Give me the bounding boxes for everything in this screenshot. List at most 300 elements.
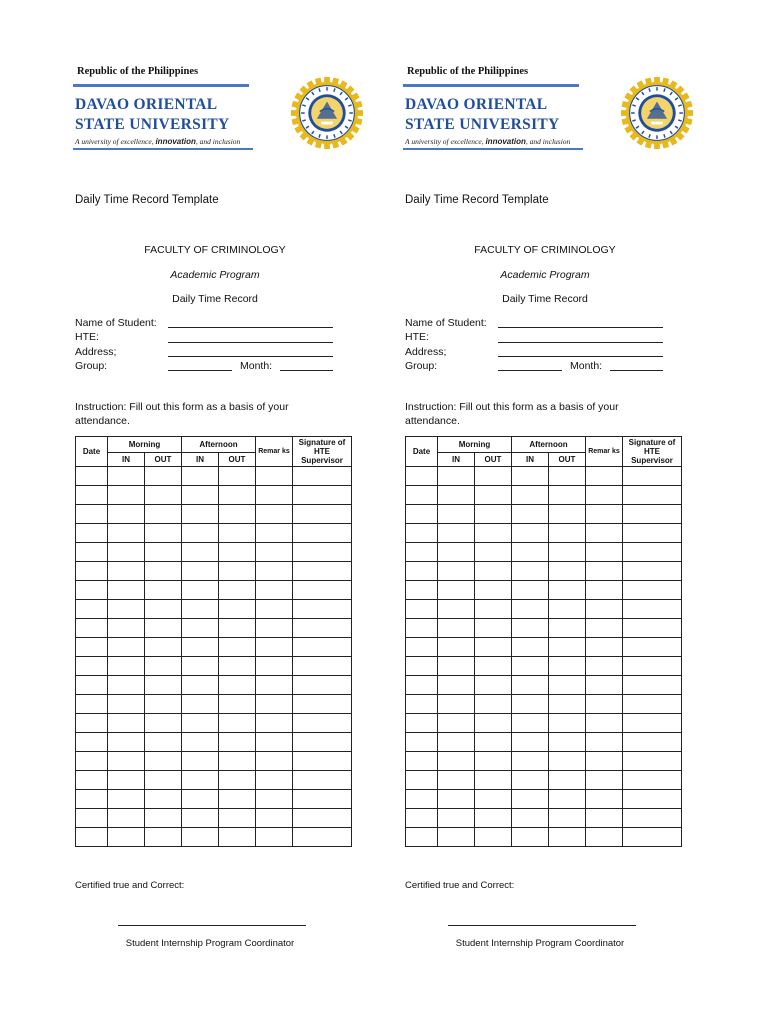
table-cell[interactable]: [108, 619, 145, 638]
table-cell[interactable]: [256, 505, 293, 524]
table-cell[interactable]: [256, 809, 293, 828]
address-field[interactable]: [498, 356, 663, 357]
table-cell[interactable]: [512, 467, 549, 486]
table-cell[interactable]: [438, 600, 475, 619]
table-cell[interactable]: [586, 695, 623, 714]
table-cell[interactable]: [76, 695, 108, 714]
table-cell[interactable]: [623, 809, 682, 828]
table-cell[interactable]: [512, 638, 549, 657]
table-cell[interactable]: [438, 733, 475, 752]
table-cell[interactable]: [512, 524, 549, 543]
table-cell[interactable]: [549, 790, 586, 809]
table-cell[interactable]: [256, 562, 293, 581]
table-cell[interactable]: [438, 752, 475, 771]
table-cell[interactable]: [219, 619, 256, 638]
table-cell[interactable]: [76, 505, 108, 524]
table-cell[interactable]: [475, 486, 512, 505]
table-cell[interactable]: [549, 657, 586, 676]
table-cell[interactable]: [475, 600, 512, 619]
table-cell[interactable]: [623, 524, 682, 543]
table-cell[interactable]: [76, 752, 108, 771]
table-cell[interactable]: [108, 505, 145, 524]
table-cell[interactable]: [76, 562, 108, 581]
table-cell[interactable]: [182, 467, 219, 486]
university-name-line1: DAVAO ORIENTAL: [75, 96, 218, 113]
table-cell[interactable]: [182, 543, 219, 562]
table-cell[interactable]: [182, 524, 219, 543]
table-cell[interactable]: [145, 524, 182, 543]
table-cell[interactable]: [406, 638, 438, 657]
table-cell[interactable]: [145, 543, 182, 562]
table-cell[interactable]: [108, 695, 145, 714]
table-cell[interactable]: [586, 752, 623, 771]
table-cell[interactable]: [256, 581, 293, 600]
name-field[interactable]: [498, 327, 663, 328]
table-cell[interactable]: [145, 790, 182, 809]
table-cell[interactable]: [182, 828, 219, 847]
table-cell[interactable]: [182, 733, 219, 752]
table-cell[interactable]: [512, 619, 549, 638]
table-cell[interactable]: [182, 657, 219, 676]
col-date-header: Date: [76, 437, 108, 467]
table-cell[interactable]: [549, 771, 586, 790]
table-cell[interactable]: [438, 486, 475, 505]
address-field[interactable]: [168, 356, 333, 357]
month-label: Month:: [570, 360, 603, 372]
table-cell[interactable]: [406, 771, 438, 790]
hte-field[interactable]: [168, 342, 333, 343]
table-cell[interactable]: [108, 543, 145, 562]
table-cell[interactable]: [76, 467, 108, 486]
table-cell[interactable]: [108, 752, 145, 771]
table-cell[interactable]: [108, 524, 145, 543]
table-cell[interactable]: [145, 676, 182, 695]
table-row: [76, 752, 352, 771]
afternoon-out-header: OUT: [219, 453, 256, 467]
table-cell[interactable]: [108, 733, 145, 752]
table-cell[interactable]: [549, 524, 586, 543]
table-cell[interactable]: [623, 543, 682, 562]
table-cell[interactable]: [182, 581, 219, 600]
table-cell[interactable]: [549, 467, 586, 486]
table-cell[interactable]: [182, 638, 219, 657]
table-cell[interactable]: [76, 809, 108, 828]
table-cell[interactable]: [475, 809, 512, 828]
table-cell[interactable]: [512, 752, 549, 771]
table-cell[interactable]: [512, 733, 549, 752]
table-cell[interactable]: [549, 695, 586, 714]
table-cell[interactable]: [438, 790, 475, 809]
table-cell[interactable]: [406, 714, 438, 733]
table-cell[interactable]: [145, 562, 182, 581]
table-cell[interactable]: [182, 619, 219, 638]
table-cell[interactable]: [475, 581, 512, 600]
table-cell[interactable]: [512, 695, 549, 714]
table-cell[interactable]: [145, 771, 182, 790]
table-cell[interactable]: [586, 562, 623, 581]
table-cell[interactable]: [586, 638, 623, 657]
table-cell[interactable]: [76, 676, 108, 695]
table-cell[interactable]: [586, 790, 623, 809]
table-cell[interactable]: [623, 505, 682, 524]
table-cell[interactable]: [438, 828, 475, 847]
table-cell[interactable]: [76, 657, 108, 676]
table-cell[interactable]: [108, 600, 145, 619]
table-cell[interactable]: [108, 638, 145, 657]
table-row: [76, 562, 352, 581]
table-cell[interactable]: [623, 790, 682, 809]
table-cell[interactable]: [475, 771, 512, 790]
table-cell[interactable]: [76, 828, 108, 847]
table-cell[interactable]: [623, 619, 682, 638]
table-cell[interactable]: [406, 581, 438, 600]
table-cell[interactable]: [145, 619, 182, 638]
table-cell[interactable]: [438, 657, 475, 676]
table-cell[interactable]: [549, 486, 586, 505]
table-row: [76, 505, 352, 524]
table-cell[interactable]: [76, 486, 108, 505]
table-cell[interactable]: [586, 657, 623, 676]
table-cell[interactable]: [256, 695, 293, 714]
table-row: [76, 638, 352, 657]
table-cell[interactable]: [219, 505, 256, 524]
table-cell[interactable]: [256, 752, 293, 771]
table-cell[interactable]: [512, 714, 549, 733]
table-cell[interactable]: [256, 543, 293, 562]
table-cell[interactable]: [475, 714, 512, 733]
table-cell[interactable]: [623, 676, 682, 695]
table-cell[interactable]: [256, 676, 293, 695]
table-cell[interactable]: [512, 581, 549, 600]
table-cell[interactable]: [475, 619, 512, 638]
table-cell[interactable]: [475, 828, 512, 847]
table-cell[interactable]: [406, 600, 438, 619]
table-cell[interactable]: [406, 828, 438, 847]
table-cell[interactable]: [438, 543, 475, 562]
table-cell[interactable]: [586, 828, 623, 847]
table-cell[interactable]: [623, 695, 682, 714]
table-cell[interactable]: [406, 543, 438, 562]
table-cell[interactable]: [586, 676, 623, 695]
table-cell[interactable]: [145, 809, 182, 828]
table-cell[interactable]: [586, 714, 623, 733]
table-cell[interactable]: [145, 638, 182, 657]
coordinator-signature-line[interactable]: [118, 925, 306, 926]
table-cell[interactable]: [108, 714, 145, 733]
table-cell[interactable]: [108, 828, 145, 847]
table-cell[interactable]: [623, 828, 682, 847]
hte-field[interactable]: [498, 342, 663, 343]
table-cell[interactable]: [76, 543, 108, 562]
table-cell[interactable]: [549, 543, 586, 562]
table-cell[interactable]: [108, 676, 145, 695]
table-cell[interactable]: [438, 467, 475, 486]
table-cell[interactable]: [76, 581, 108, 600]
table-cell[interactable]: [475, 505, 512, 524]
table-cell[interactable]: [108, 581, 145, 600]
table-cell[interactable]: [512, 657, 549, 676]
table-row: [76, 524, 352, 543]
table-cell[interactable]: [145, 467, 182, 486]
table-cell[interactable]: [438, 809, 475, 828]
table-cell[interactable]: [219, 828, 256, 847]
table-cell[interactable]: [406, 486, 438, 505]
table-cell[interactable]: [145, 486, 182, 505]
table-cell[interactable]: [623, 600, 682, 619]
table-cell[interactable]: [182, 771, 219, 790]
table-cell[interactable]: [475, 790, 512, 809]
table-cell[interactable]: [475, 752, 512, 771]
table-cell[interactable]: [76, 524, 108, 543]
table-cell[interactable]: [219, 638, 256, 657]
coordinator-signature-line[interactable]: [448, 925, 636, 926]
table-row: [406, 562, 682, 581]
table-cell[interactable]: [586, 733, 623, 752]
table-cell[interactable]: [438, 714, 475, 733]
table-cell[interactable]: [406, 524, 438, 543]
table-cell[interactable]: [219, 771, 256, 790]
table-cell[interactable]: [219, 733, 256, 752]
table-cell[interactable]: [438, 505, 475, 524]
table-cell[interactable]: [438, 638, 475, 657]
table-cell[interactable]: [108, 562, 145, 581]
table-cell[interactable]: [623, 467, 682, 486]
table-cell[interactable]: [219, 752, 256, 771]
table-cell[interactable]: [549, 676, 586, 695]
month-field[interactable]: [610, 370, 663, 371]
table-cell[interactable]: [475, 733, 512, 752]
month-field[interactable]: [280, 370, 333, 371]
table-cell[interactable]: [549, 638, 586, 657]
table-cell[interactable]: [623, 581, 682, 600]
table-cell[interactable]: [406, 562, 438, 581]
table-cell[interactable]: [182, 809, 219, 828]
table-cell[interactable]: [145, 714, 182, 733]
table-cell[interactable]: [512, 505, 549, 524]
table-cell[interactable]: [549, 714, 586, 733]
table-cell[interactable]: [586, 809, 623, 828]
table-cell[interactable]: [406, 752, 438, 771]
table-cell[interactable]: [586, 467, 623, 486]
table-cell[interactable]: [256, 733, 293, 752]
table-row: [406, 600, 682, 619]
table-cell[interactable]: [623, 657, 682, 676]
table-cell[interactable]: [145, 657, 182, 676]
name-field[interactable]: [168, 327, 333, 328]
table-cell[interactable]: [256, 828, 293, 847]
table-cell[interactable]: [219, 695, 256, 714]
table-cell[interactable]: [256, 619, 293, 638]
table-cell[interactable]: [256, 714, 293, 733]
table-cell[interactable]: [145, 600, 182, 619]
col-morning-header: Morning: [438, 437, 512, 453]
table-cell[interactable]: [76, 638, 108, 657]
table-cell[interactable]: [438, 771, 475, 790]
table-cell[interactable]: [406, 467, 438, 486]
table-cell[interactable]: [549, 828, 586, 847]
table-cell[interactable]: [586, 486, 623, 505]
table-cell[interactable]: [182, 752, 219, 771]
table-cell[interactable]: [219, 600, 256, 619]
table-cell[interactable]: [219, 524, 256, 543]
table-cell[interactable]: [219, 676, 256, 695]
table-cell[interactable]: [256, 486, 293, 505]
table-cell[interactable]: [219, 562, 256, 581]
table-cell[interactable]: [475, 467, 512, 486]
table-cell[interactable]: [549, 562, 586, 581]
table-cell[interactable]: [623, 752, 682, 771]
table-cell[interactable]: [256, 524, 293, 543]
table-cell[interactable]: [549, 581, 586, 600]
table-cell[interactable]: [549, 809, 586, 828]
table-cell[interactable]: [406, 790, 438, 809]
table-cell[interactable]: [256, 790, 293, 809]
table-row: [406, 733, 682, 752]
table-cell[interactable]: [219, 543, 256, 562]
table-cell[interactable]: [438, 619, 475, 638]
table-cell[interactable]: [586, 600, 623, 619]
table-cell[interactable]: [108, 657, 145, 676]
table-cell[interactable]: [219, 467, 256, 486]
table-cell[interactable]: [256, 771, 293, 790]
table-cell[interactable]: [475, 695, 512, 714]
group-field[interactable]: [498, 370, 562, 371]
table-cell[interactable]: [108, 790, 145, 809]
table-cell[interactable]: [623, 562, 682, 581]
certified-label: Certified true and Correct:: [405, 880, 515, 891]
table-cell[interactable]: [145, 505, 182, 524]
table-row: [76, 581, 352, 600]
table-cell[interactable]: [475, 638, 512, 657]
table-cell[interactable]: [406, 695, 438, 714]
tagline-post: , and inclusion: [525, 137, 571, 146]
table-cell[interactable]: [512, 543, 549, 562]
table-cell[interactable]: [182, 486, 219, 505]
table-cell[interactable]: [145, 752, 182, 771]
table-cell[interactable]: [475, 524, 512, 543]
table-cell[interactable]: [512, 600, 549, 619]
col-morning-header: Morning: [108, 437, 182, 453]
table-cell[interactable]: [256, 467, 293, 486]
table-cell[interactable]: [219, 790, 256, 809]
table-cell[interactable]: [406, 657, 438, 676]
table-cell[interactable]: [475, 543, 512, 562]
table-cell[interactable]: [475, 676, 512, 695]
table-cell[interactable]: [475, 657, 512, 676]
table-cell[interactable]: [512, 562, 549, 581]
table-row: [406, 676, 682, 695]
table-cell[interactable]: [108, 771, 145, 790]
table-cell[interactable]: [76, 600, 108, 619]
table-cell[interactable]: [512, 771, 549, 790]
table-cell[interactable]: [406, 505, 438, 524]
table-cell[interactable]: [108, 486, 145, 505]
table-row: [406, 695, 682, 714]
table-cell[interactable]: [438, 695, 475, 714]
table-cell[interactable]: [406, 733, 438, 752]
table-cell[interactable]: [586, 524, 623, 543]
table-cell[interactable]: [623, 714, 682, 733]
university-name-line2: STATE UNIVERSITY: [75, 116, 230, 133]
table-cell[interactable]: [145, 733, 182, 752]
group-label: Group:: [75, 360, 108, 372]
table-cell[interactable]: [219, 657, 256, 676]
morning-in-header: IN: [438, 453, 475, 467]
table-cell[interactable]: [623, 771, 682, 790]
table-cell[interactable]: [623, 486, 682, 505]
table-cell[interactable]: [219, 809, 256, 828]
table-cell[interactable]: [219, 714, 256, 733]
table-cell[interactable]: [145, 581, 182, 600]
table-cell[interactable]: [182, 714, 219, 733]
table-cell[interactable]: [406, 619, 438, 638]
table-cell[interactable]: [406, 809, 438, 828]
table-cell[interactable]: [182, 600, 219, 619]
table-cell[interactable]: [76, 733, 108, 752]
table-cell[interactable]: [76, 790, 108, 809]
table-cell[interactable]: [549, 600, 586, 619]
table-cell[interactable]: [586, 771, 623, 790]
table-cell[interactable]: [438, 676, 475, 695]
table-cell[interactable]: [512, 486, 549, 505]
table-cell[interactable]: [512, 790, 549, 809]
table-cell[interactable]: [76, 619, 108, 638]
table-cell[interactable]: [549, 619, 586, 638]
morning-in-header: IN: [108, 453, 145, 467]
table-cell[interactable]: [549, 752, 586, 771]
table-cell[interactable]: [219, 581, 256, 600]
table-cell[interactable]: [256, 600, 293, 619]
table-cell[interactable]: [182, 695, 219, 714]
table-cell[interactable]: [512, 676, 549, 695]
table-cell[interactable]: [586, 543, 623, 562]
table-cell[interactable]: [549, 505, 586, 524]
table-cell[interactable]: [406, 676, 438, 695]
table-cell[interactable]: [182, 562, 219, 581]
tagline-pre: A university of excellence,: [75, 137, 154, 146]
table-cell[interactable]: [586, 619, 623, 638]
table-cell[interactable]: [586, 505, 623, 524]
table-cell[interactable]: [256, 657, 293, 676]
table-cell[interactable]: [512, 809, 549, 828]
header-rule-top: [403, 84, 579, 87]
table-cell[interactable]: [145, 695, 182, 714]
tagline-pre: A university of excellence,: [405, 137, 484, 146]
table-cell[interactable]: [623, 733, 682, 752]
table-cell[interactable]: [219, 486, 256, 505]
table-cell[interactable]: [108, 467, 145, 486]
dtr-table-body: [76, 467, 352, 847]
table-cell[interactable]: [512, 828, 549, 847]
table-cell[interactable]: [108, 809, 145, 828]
table-cell[interactable]: [76, 771, 108, 790]
table-cell[interactable]: [438, 581, 475, 600]
table-cell[interactable]: [256, 638, 293, 657]
table-cell[interactable]: [438, 524, 475, 543]
table-cell[interactable]: [182, 676, 219, 695]
table-cell[interactable]: [549, 733, 586, 752]
table-cell[interactable]: [623, 638, 682, 657]
table-cell[interactable]: [438, 562, 475, 581]
table-row: [406, 790, 682, 809]
table-cell[interactable]: [145, 828, 182, 847]
table-cell[interactable]: [475, 562, 512, 581]
group-field[interactable]: [168, 370, 232, 371]
table-cell[interactable]: [586, 581, 623, 600]
table-cell[interactable]: [76, 714, 108, 733]
table-cell[interactable]: [182, 505, 219, 524]
table-cell[interactable]: [182, 790, 219, 809]
